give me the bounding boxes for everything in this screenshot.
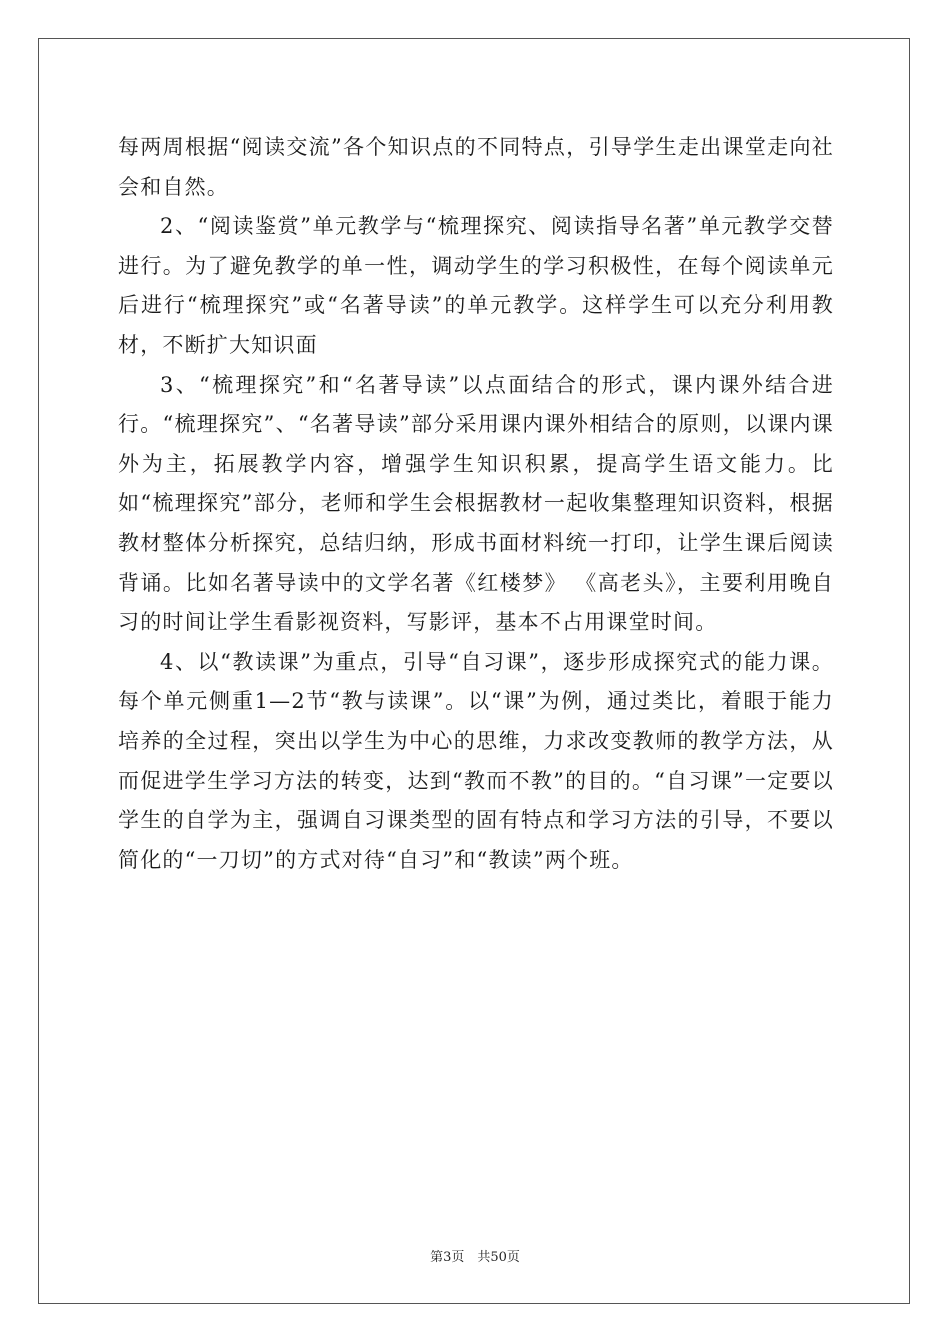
paragraph-1: 每两周根据“阅读交流”各个知识点的不同特点，引导学生走出课堂走向社会和自然。 [118,135,834,199]
document-body [118,128,834,880]
page-number: 第3页 共50页 [430,1250,520,1265]
paragraph-3: 3、“梳理探究”和“名著导读”以点面结合的形式，课内课外结合进行。“梳理探究”、“名著导读”部分采用课内课外相结合的原则，以课内课外为主，拓展教学内容，增强学生知识积累，提高学生语文能力。比如“梳理探究”部分，老师和学生会根据教材一起收集整理知识资料，根据教材整体分析探究，总结归纳，形成书面材料统一打印，让学生课后阅读背诵。比如名著导读中的文学名著《红楼梦》 《高老头》，主要利用晚自习的时间让学生看影视资料，写影评，基本不占用课堂时间。 [118,372,834,635]
paragraph-4: 4、以“教读课”为重点，引导“自习课”，逐步形成探究式的能力课。每个单元侧重1—2节“教与读课”。以“课”为例，通过类比，着眼于能力培养的全过程，突出以学生为中心的思维，力求改变教师的教学方法，从而促进学生学习方法的转变，达到“教而不教”的目的。“自习课”一定要以学生的自学为主，强调自习课类型的固有特点和学习方法的引导，不要以简化的“一刀切”的方式对待“自习”和“教读”两个班。 [118,649,834,872]
paragraph-2: 2、“阅读鉴赏”单元教学与“梳理探究、阅读指导名著”单元教学交替进行。为了避免教学的单一性，调动学生的学习积极性，在每个阅读单元后进行“梳理探究”或“名著导读”的单元教学。这样学生可以充分利用教材，不断扩大知识面 [118,214,834,357]
